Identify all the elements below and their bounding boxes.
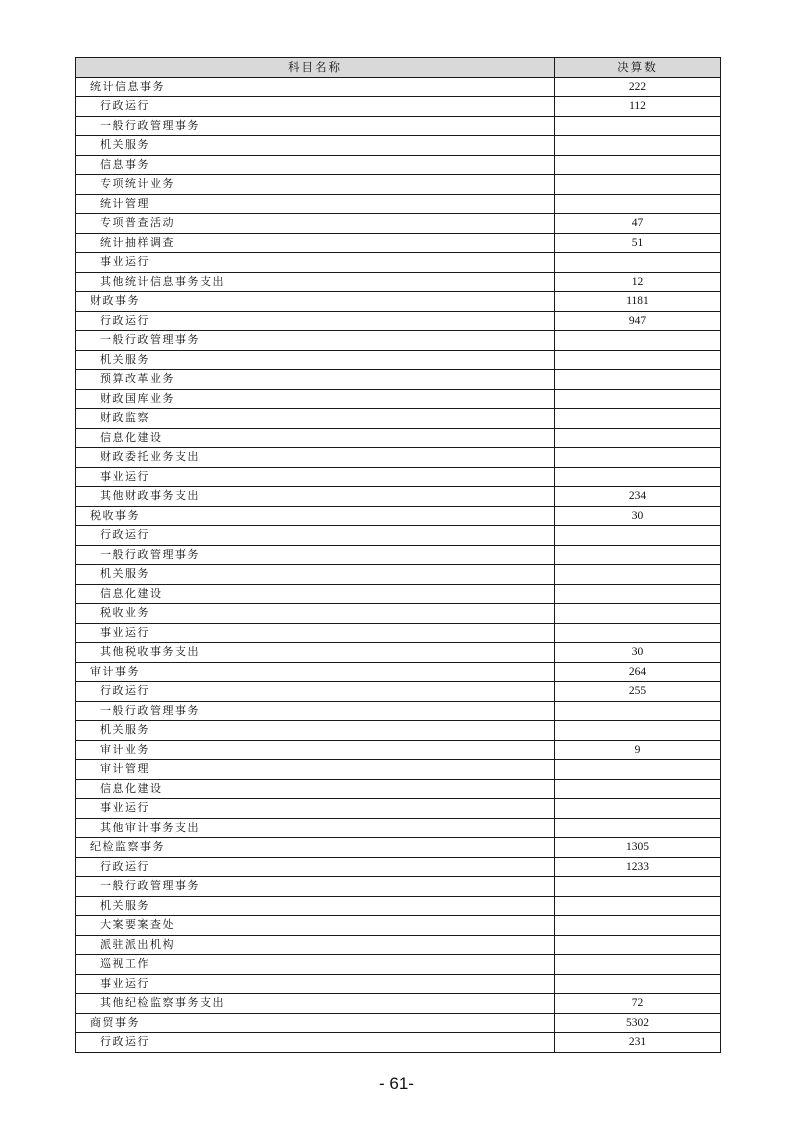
table-row [76,682,721,702]
subject-name-cell: 行政运行 [76,526,555,546]
subject-name-cell: 派驻派出机构 [76,935,555,955]
subject-name-cell: 专项统计业务 [76,175,555,195]
table-row [76,857,721,877]
table-row [76,994,721,1014]
final-amount-cell [555,526,721,546]
final-amount-cell [555,136,721,156]
table-row [76,565,721,585]
table-row [76,896,721,916]
subject-name-cell: 一般行政管理事务 [76,545,555,565]
subject-name-cell: 事业运行 [76,467,555,487]
final-amount-cell [555,955,721,975]
subject-name-cell: 专项普查活动 [76,214,555,234]
table-row [76,97,721,117]
table-row [76,838,721,858]
final-amount-cell: 234 [555,487,721,507]
subject-name-cell: 商贸事务 [76,1013,555,1033]
table-row [76,389,721,409]
final-amount-cell: 231 [555,1033,721,1053]
final-amount-cell: 9 [555,740,721,760]
subject-name-cell: 行政运行 [76,1033,555,1053]
subject-name-cell: 审计事务 [76,662,555,682]
final-amount-cell: 30 [555,506,721,526]
subject-name-cell: 财政国库业务 [76,389,555,409]
table-row [76,877,721,897]
final-amount-cell [555,565,721,585]
table-row [76,467,721,487]
final-amount-cell: 51 [555,233,721,253]
subject-name-cell: 行政运行 [76,311,555,331]
subject-name-cell: 行政运行 [76,682,555,702]
subject-name-cell: 财政监察 [76,409,555,429]
final-amount-cell: 255 [555,682,721,702]
subject-name-cell: 机关服务 [76,565,555,585]
final-amount-cell: 222 [555,77,721,97]
subject-name-cell: 审计业务 [76,740,555,760]
header-final-amount: 决算数 [555,58,721,78]
final-amount-cell [555,253,721,273]
table-row [76,292,721,312]
table-row [76,136,721,156]
table-row [76,428,721,448]
table-row [76,409,721,429]
final-amount-cell [555,760,721,780]
table-row [76,974,721,994]
table-row [76,721,721,741]
subject-name-cell: 事业运行 [76,623,555,643]
subject-name-cell: 统计信息事务 [76,77,555,97]
final-amount-cell [555,545,721,565]
subject-name-cell: 信息化建设 [76,584,555,604]
final-amount-cell: 5302 [555,1013,721,1033]
table-row [76,1013,721,1033]
subject-name-cell: 其他审计事务支出 [76,818,555,838]
subject-name-cell: 税收事务 [76,506,555,526]
final-amount-cell: 1181 [555,292,721,312]
final-amount-cell [555,935,721,955]
subject-name-cell: 财政事务 [76,292,555,312]
final-amount-cell: 264 [555,662,721,682]
table-row [76,799,721,819]
subject-name-cell: 机关服务 [76,350,555,370]
table-row [76,350,721,370]
table-row [76,448,721,468]
final-amount-cell: 12 [555,272,721,292]
table-row [76,526,721,546]
final-amount-cell [555,409,721,429]
subject-name-cell: 财政委托业务支出 [76,448,555,468]
final-amount-cell [555,916,721,936]
table-row [76,272,721,292]
table-row [76,662,721,682]
final-amount-cell: 1233 [555,857,721,877]
table-row [76,545,721,565]
subject-name-cell: 统计管理 [76,194,555,214]
subject-name-cell: 税收业务 [76,604,555,624]
table-row [76,311,721,331]
table-header-row [76,58,721,78]
subject-name-cell: 纪检监察事务 [76,838,555,858]
final-amount-cell [555,331,721,351]
page-number: - 61- [379,1074,414,1093]
table-row [76,818,721,838]
final-amount-cell [555,428,721,448]
final-amount-cell [555,974,721,994]
subject-name-cell: 行政运行 [76,97,555,117]
final-amount-cell: 47 [555,214,721,234]
subject-name-cell: 统计抽样调查 [76,233,555,253]
final-amount-cell [555,175,721,195]
final-amount-cell [555,604,721,624]
final-amount-cell [555,350,721,370]
table-row [76,935,721,955]
table-row [76,194,721,214]
table-row [76,740,721,760]
table-row [76,487,721,507]
subject-name-cell: 行政运行 [76,857,555,877]
subject-name-cell: 一般行政管理事务 [76,877,555,897]
final-amount-cell [555,818,721,838]
subject-name-cell: 机关服务 [76,721,555,741]
final-amount-cell [555,116,721,136]
table-row [76,916,721,936]
header-subject-name: 科目名称 [76,58,555,78]
table-row [76,175,721,195]
final-amount-cell [555,370,721,390]
subject-name-cell: 其他统计信息事务支出 [76,272,555,292]
table-row [76,760,721,780]
table-row [76,955,721,975]
final-amount-cell: 947 [555,311,721,331]
table-row [76,214,721,234]
final-amount-cell [555,896,721,916]
subject-name-cell: 机关服务 [76,136,555,156]
table-row [76,584,721,604]
table-row [76,233,721,253]
subject-name-cell: 信息事务 [76,155,555,175]
final-amount-cell [555,877,721,897]
table-row [76,253,721,273]
expenditure-table [75,57,721,1053]
subject-name-cell: 事业运行 [76,799,555,819]
final-amount-cell [555,467,721,487]
table-row [76,701,721,721]
final-amount-cell [555,701,721,721]
table-row [76,116,721,136]
table-row [76,506,721,526]
table-row [76,155,721,175]
subject-name-cell: 事业运行 [76,253,555,273]
table-row [76,77,721,97]
subject-name-cell: 预算改革业务 [76,370,555,390]
final-amount-cell [555,584,721,604]
subject-name-cell: 信息化建设 [76,779,555,799]
subject-name-cell: 其他财政事务支出 [76,487,555,507]
subject-name-cell: 审计管理 [76,760,555,780]
final-amount-cell [555,155,721,175]
final-amount-cell [555,448,721,468]
final-amount-cell: 30 [555,643,721,663]
table-body [76,77,721,1052]
final-amount-cell [555,799,721,819]
table-row [76,779,721,799]
subject-name-cell: 事业运行 [76,974,555,994]
final-amount-cell [555,623,721,643]
table-row [76,370,721,390]
subject-name-cell: 一般行政管理事务 [76,331,555,351]
table-row [76,331,721,351]
table-row [76,1033,721,1053]
subject-name-cell: 巡视工作 [76,955,555,975]
subject-name-cell: 机关服务 [76,896,555,916]
final-amount-cell [555,389,721,409]
subject-name-cell: 信息化建设 [76,428,555,448]
subject-name-cell: 一般行政管理事务 [76,701,555,721]
final-amount-cell: 1305 [555,838,721,858]
table-row [76,604,721,624]
table-row [76,623,721,643]
final-amount-cell [555,721,721,741]
subject-name-cell: 一般行政管理事务 [76,116,555,136]
table-row [76,643,721,663]
subject-name-cell: 其他纪检监察事务支出 [76,994,555,1014]
final-amount-cell: 72 [555,994,721,1014]
subject-name-cell: 其他税收事务支出 [76,643,555,663]
subject-name-cell: 大案要案查处 [76,916,555,936]
final-amount-cell [555,779,721,799]
final-amount-cell [555,194,721,214]
final-amount-cell: 112 [555,97,721,117]
